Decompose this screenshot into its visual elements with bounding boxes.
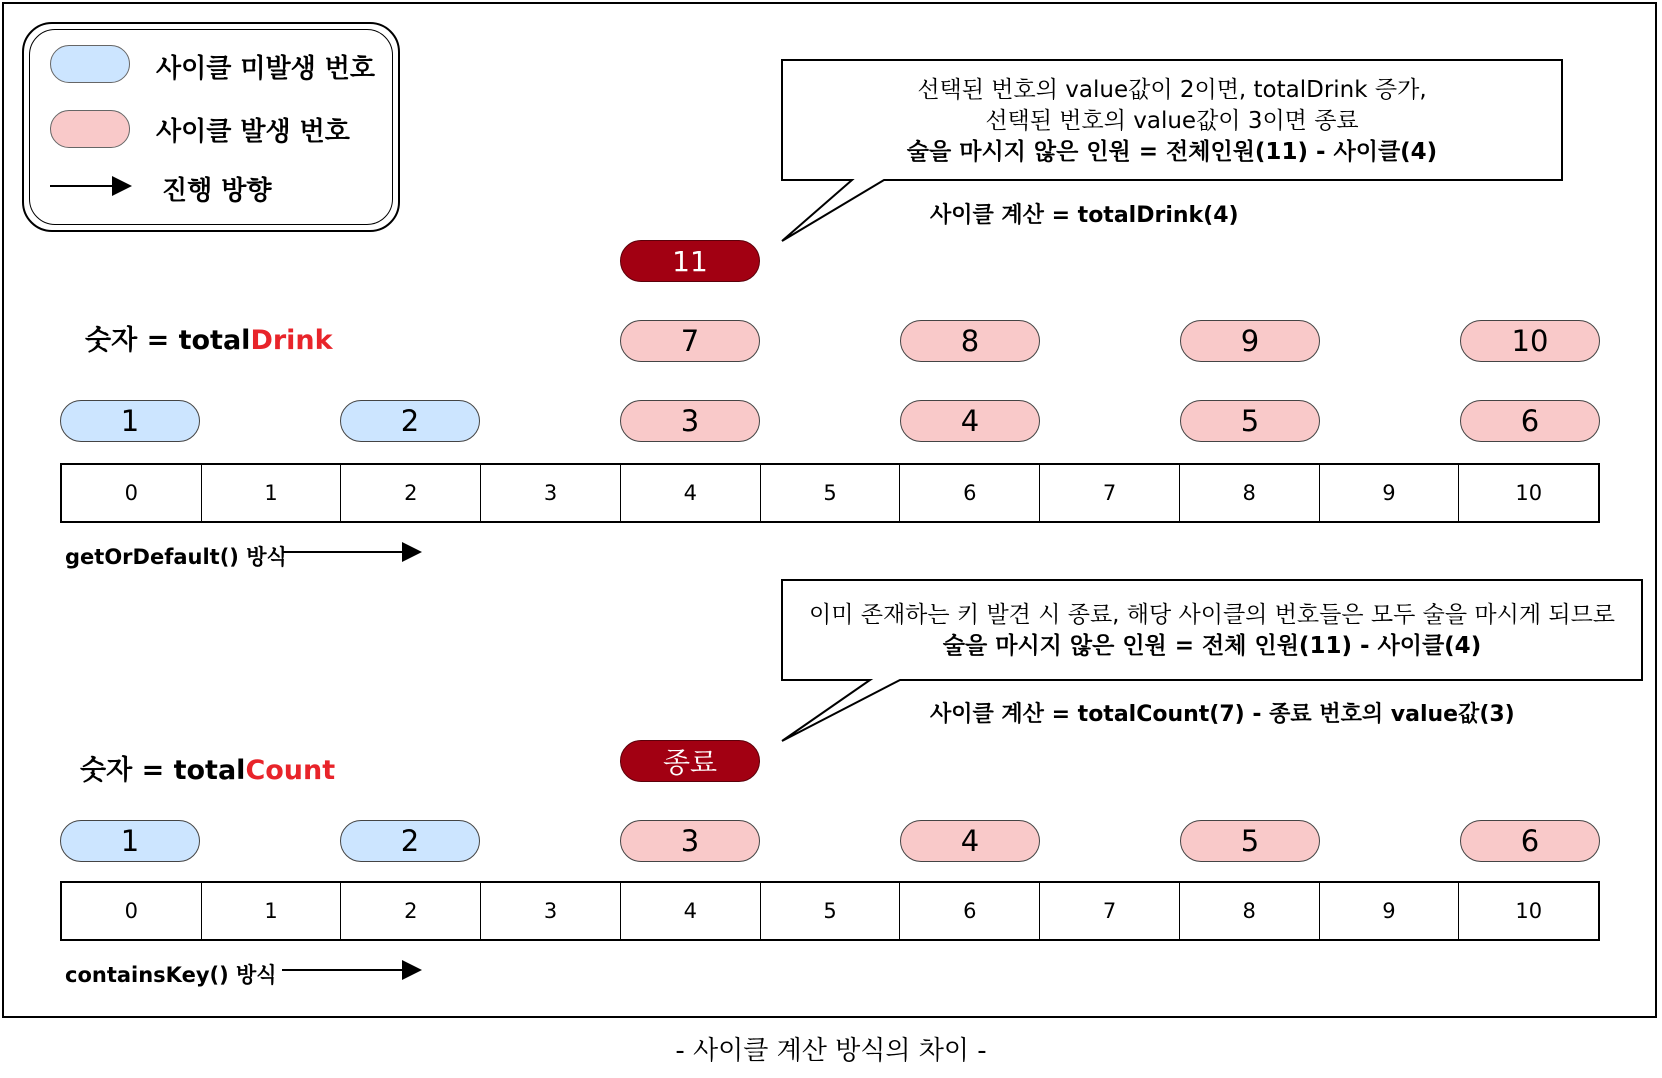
top-pill-2: 2 xyxy=(340,400,480,442)
top-pill-6: 6 xyxy=(1460,400,1600,442)
bottom-array-cell: 8 xyxy=(1180,883,1320,939)
top-array-cell: 10 xyxy=(1515,481,1543,505)
bottom-array-cell: 9 xyxy=(1320,883,1460,939)
bottom-array-cell: 0 xyxy=(62,883,202,939)
top-array xyxy=(60,463,1600,523)
top-pill-9: 9 xyxy=(1180,320,1320,362)
bottom-cycle-calc: 사이클 계산 = totalCount(7) - 종료 번호의 value값(3) xyxy=(930,702,1515,727)
top-array-cell: 9 xyxy=(1320,465,1460,521)
legend-cycle-swatch xyxy=(50,110,130,148)
top-pill-4: 4 xyxy=(900,400,1040,442)
bottom-array-cell: 6 xyxy=(900,883,1040,939)
bottom-array-cell: 7 xyxy=(1040,883,1180,939)
top-number-label-accent: Drink xyxy=(250,325,333,356)
legend-non-cycle-swatch xyxy=(50,45,130,83)
top-array-cell: 0 xyxy=(62,465,202,521)
top-number-label xyxy=(85,318,333,357)
top-callout-line-1: 선택된 번호의 value값이 2이면, totalDrink 증가, xyxy=(917,77,1427,103)
bottom-pill-3: 3 xyxy=(620,820,760,862)
top-method-label: getOrDefault() 방식 xyxy=(65,545,287,569)
bottom-number-label xyxy=(80,748,335,787)
bottom-pill-5: 5 xyxy=(1180,820,1320,862)
top-number-label-prefix: 숫자 = total xyxy=(85,325,251,356)
bottom-method-label: containsKey() 방식 xyxy=(65,963,277,987)
top-array-cell: 8 xyxy=(1180,465,1320,521)
bottom-array-cell: 4 xyxy=(621,883,761,939)
legend-direction-label: 진행 방향 xyxy=(162,176,272,206)
bottom-array-cell: 1 xyxy=(202,883,342,939)
top-array-cell: 1 xyxy=(202,465,342,521)
top-array-cell: 4 xyxy=(621,465,761,521)
top-pill-3: 3 xyxy=(620,400,760,442)
top-array-cell: 6 xyxy=(900,465,1040,521)
legend-cycle-label: 사이클 발생 번호 xyxy=(156,117,350,147)
figure-caption: - 사이클 계산 방식의 차이 - xyxy=(675,1036,987,1066)
legend-non-cycle-label: 사이클 미발생 번호 xyxy=(156,54,376,84)
bottom-array-cell: 3 xyxy=(481,883,621,939)
bottom-pill-4: 4 xyxy=(900,820,1040,862)
bottom-pill-2: 2 xyxy=(340,820,480,862)
top-cycle-calc: 사이클 계산 = totalDrink(4) xyxy=(930,203,1239,228)
top-pill-5: 5 xyxy=(1180,400,1320,442)
bottom-array-cell: 5 xyxy=(761,883,901,939)
bottom-array xyxy=(60,881,1600,941)
bottom-pill-1: 1 xyxy=(60,820,200,862)
top-array-cell: 3 xyxy=(481,465,621,521)
top-array-cell: 2 xyxy=(341,465,481,521)
top-callout-line-2: 선택된 번호의 value값이 3이면 종료 xyxy=(985,108,1359,134)
top-callout-line-3: 술을 마시지 않은 인원 = 전체인원(11) - 사이클(4) xyxy=(906,139,1438,165)
top-array-cell: 5 xyxy=(761,465,901,521)
bottom-callout-line-2: 술을 마시지 않은 인원 = 전체 인원(11) - 사이클(4) xyxy=(942,633,1482,659)
top-array-cell: 7 xyxy=(1040,465,1180,521)
bottom-number-label-prefix: 숫자 = total xyxy=(80,755,246,786)
bottom-end-pill: 종료 xyxy=(620,740,760,782)
bottom-number-label-accent: Count xyxy=(245,755,336,786)
bottom-callout-text xyxy=(782,600,1642,662)
bottom-pill-6: 6 xyxy=(1460,820,1600,862)
bottom-callout-line-1: 이미 존재하는 키 발견 시 종료, 해당 사이클의 번호들은 모두 술을 마시게 되므로 xyxy=(808,602,1616,628)
top-pill-10: 10 xyxy=(1460,320,1600,362)
top-callout-text xyxy=(782,75,1562,168)
bottom-array-cell: 2 xyxy=(341,883,481,939)
top-end-pill: 11 xyxy=(620,240,760,282)
top-pill-1: 1 xyxy=(60,400,200,442)
top-pill-8: 8 xyxy=(900,320,1040,362)
bottom-array-cell: 10 xyxy=(1515,899,1543,923)
top-pill-7: 7 xyxy=(620,320,760,362)
